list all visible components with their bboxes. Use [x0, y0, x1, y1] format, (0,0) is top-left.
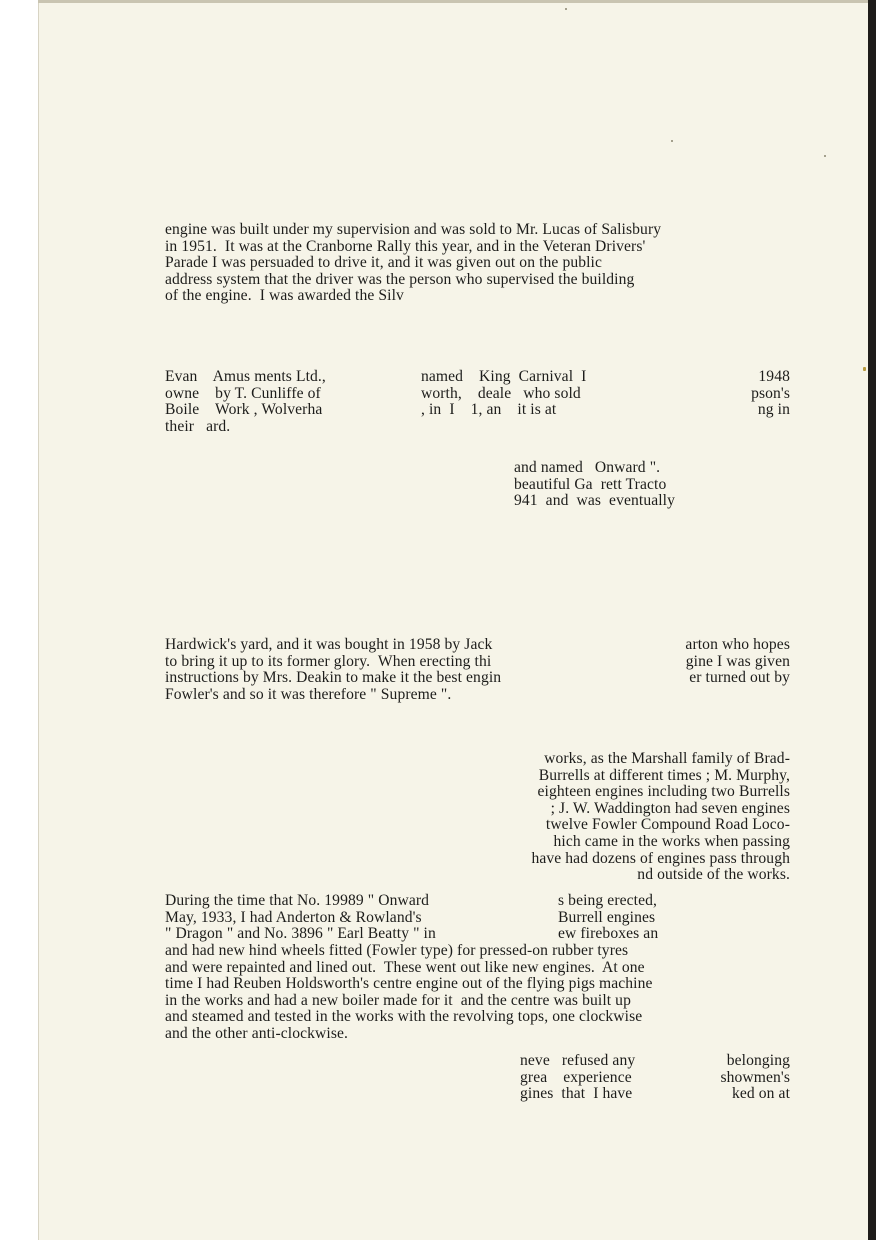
paragraph-onward-erecting: During the time that No. 19989 " Onward May, 1933, I had Anderton & Rowland's " Dragon " and No. 3896 " Earl Beatty " in: [165, 892, 436, 943]
scan-speck: [671, 140, 673, 142]
paragraph-silver-award: engine was built under my supervision and was sold to Mr. Lucas of Salisbury in 1951. It was at the Cranborne Rally this year, and in the Veteran Drivers' Parade I was persuaded to drive it, and it was given out on the public address system that the driver was the person who supervised the building of the engine. I was awarded the Silv: [165, 221, 662, 305]
paragraph-closing-right: belonging showmen's ked on at: [720, 1052, 790, 1103]
page-top-edge: [38, 0, 868, 3]
paragraph-fragment-middle: named King Carnival I worth, deale who sold , in I 1, an it is at: [421, 368, 587, 419]
paragraph-onward-fragment: and named Onward ". beautiful Ga rett Tracto 941 and was eventually: [514, 459, 675, 510]
paragraph-burrell-fragment: s being erected, Burrell engines ew fireboxes an: [558, 892, 659, 943]
paragraph-fragment-left: Evan Amus ments Ltd., owne by T. Cunliffe of Boile Work , Wolverha their ard.: [165, 368, 326, 435]
paragraph-works-engines: works, as the Marshall family of Brad- Burrells at different times ; M. Murphy, eighteen engines including two Burrells ; J. W. Waddington had seven engines twelve Fowler Compound Road Loco- hich came in the works when passing have had dozens of engines pass through nd outside of the works.: [531, 750, 790, 884]
scan-speck: [824, 155, 826, 157]
paragraph-supreme: Hardwick's yard, and it was bought in 1958 by Jack to bring it up to its former glory. When erecting thi instructions by Mrs. Deakin to make it the best engin Fowler's and so it was therefore " Supreme ".: [165, 636, 502, 703]
paragraph-fragment-right: 1948 pson's ng in: [751, 368, 790, 419]
scan-speck: [863, 367, 866, 371]
paragraph-holdsworth: and had new hind wheels fitted (Fowler type) for pressed-on rubber tyres and were repainted and lined out. These went out like new engines. At one time I had Reuben Holdsworth's centre engine out of the flying pigs machine in the works and had a new boiler made for it and the centre was built up and steamed and tested in the works with the revolving tops, one clockwise and the other anti-clockwise.: [165, 942, 653, 1042]
paragraph-supreme-right: arton who hopes gine I was given er turned out by: [685, 636, 790, 687]
scan-speck: [565, 8, 567, 10]
scan-border: [0, 0, 38, 1240]
page-right-edge: [868, 0, 876, 1240]
paragraph-closing-fragment: neve refused any grea experience gines that I have: [520, 1052, 636, 1103]
